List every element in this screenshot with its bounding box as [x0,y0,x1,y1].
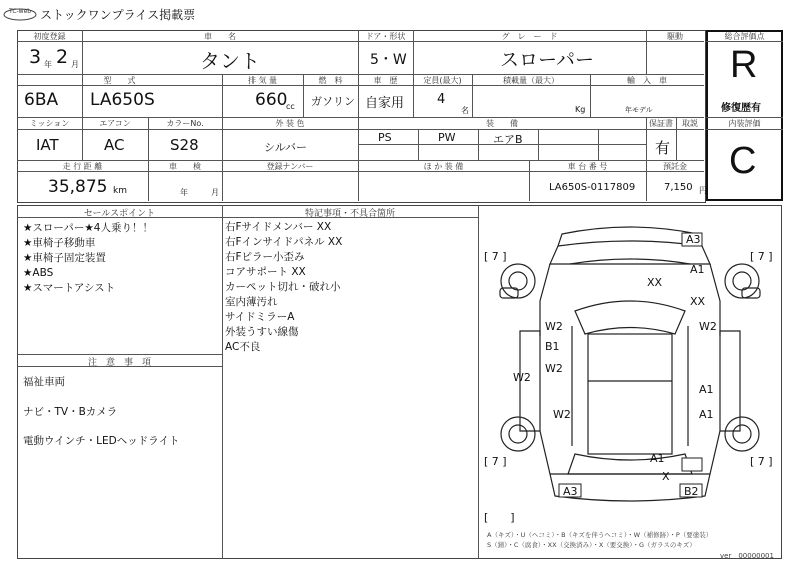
damage-mark: A1 [690,263,705,276]
label-grade: グ レ ー ド [501,32,558,41]
deposit-value: 7,150 [664,182,693,193]
list-item: ★スマートアシスト [23,282,116,294]
list-item: ★車椅子移動車 [23,237,96,249]
damage-mark: A3 [686,233,701,246]
list-item: ★車椅子固定装置 [23,252,106,264]
body-color-value: シルバー [264,141,307,154]
model-prefix: 6BA [24,90,59,110]
displacement-value: 660 [255,90,288,110]
overall-score-value: R [730,44,758,86]
equip-ps: PS [378,131,392,144]
spare-bracket: [ ] [484,511,515,524]
tire-label-front-left: [ 7 ] [484,250,507,263]
aircon-value: AC [104,136,125,154]
label-car-name: 車 名 [204,32,236,41]
label-drive: 駆動 [667,32,683,41]
damage-mark: W2 [545,362,563,375]
special-notes-list [225,220,342,355]
damage-mark: A1 [699,408,714,421]
grade-value: スローパー [500,49,595,71]
equip-pw: PW [438,131,456,144]
legend-line-2: S（錆）・C（腐食）・XX（交換済み）・X（要交換）・G（ガラスのキズ） [487,541,696,549]
damage-mark: B2 [684,485,699,498]
legend-line-1: A（キズ）・U（ヘコミ）・B（キズを伴うヘコミ）・W（補修跡）・P（要塗装） [487,531,713,539]
label-first-reg: 初度登録 [33,32,66,41]
car-name: タント [200,49,260,73]
doors-value: 5・W [370,52,407,68]
list-item: カーペット切れ・破れ小 [225,281,341,293]
mileage-value: 35,875 [48,177,108,197]
tire-label-rear-right: [ 7 ] [750,455,773,468]
car-damage-diagram [480,206,780,524]
mission-value: IAT [36,136,59,154]
list-item: サイドミラーA [225,311,295,323]
model-value: LA650S [90,90,155,110]
damage-mark: W2 [545,320,563,333]
equip-airbag: エアB [493,133,523,146]
first-reg-month: 2 [56,46,69,68]
list-item: ★スローパー★4人乗り！！ [23,222,153,234]
chassis-value: LA650S-0117809 [549,182,636,193]
logo: TC-web [3,6,37,19]
tire-label-front-right: [ 7 ] [750,250,773,263]
list-item: 右Fインサイドパネル XX [225,236,343,248]
label-doors: ドア・形状 [365,32,406,41]
interior-score-value: C [729,140,757,182]
sales-points-header: セールスポイント [83,209,156,219]
damage-mark: XX [690,295,706,308]
version-label: ver 00000001 [720,552,774,560]
damage-mark: W2 [553,408,571,421]
damage-mark: XX [647,276,663,289]
damage-mark: A3 [563,485,578,498]
first-reg-year: 3 [29,46,42,68]
history-value: 自家用 [365,96,405,111]
notes-header: 注 意 事 項 [87,358,151,368]
damage-mark: X [662,470,670,483]
list-item: 外装うすい線傷 [225,326,299,338]
list-item: ★ABS [23,267,54,279]
color-no-value: S28 [170,136,199,154]
list-item: ナビ・TV・Bカメラ [23,406,118,418]
list-item: コアサポート XX [225,266,306,278]
warranty-value: 有 [655,139,671,157]
fuel-value: ガソリン [311,95,355,108]
list-item: 福祉車両 [23,376,65,388]
list-item: 電動ウインチ・LEDヘッドライト [23,435,180,447]
list-item: 右Fピラー小歪み [225,251,305,263]
damage-mark: W2 [513,371,531,384]
label-overall-score: 総合評価点 [724,32,765,41]
list-item: 右Fサイドメンバー XX [225,221,332,233]
special-notes-header: 特記事項・不具合箇所 [304,209,395,219]
sales-points-list [23,221,153,296]
capacity-value: 4 [437,92,446,107]
list-item: AC不良 [225,341,261,353]
damage-mark: A1 [650,452,665,465]
damage-mark: A1 [699,383,714,396]
damage-mark: W2 [699,320,717,333]
tire-label-rear-left: [ 7 ] [484,455,507,468]
overall-score-note: 修復歴有 [721,103,761,114]
page-title: ストックワンプライス掲載票 [40,8,196,22]
list-item: 室内薄汚れ [225,296,278,308]
damage-mark: B1 [545,340,560,353]
